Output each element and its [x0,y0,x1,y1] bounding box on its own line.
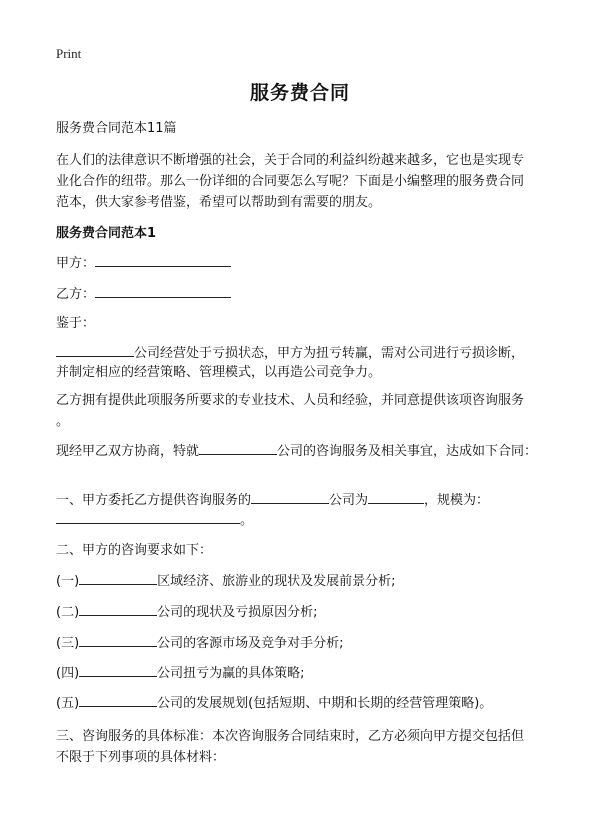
print-label[interactable]: Print [56,46,82,61]
page-title: 服务费合同 [249,82,350,104]
para3-prefix: 现经甲乙双方协商，特就 [56,444,200,459]
section-heading: 服务费合同范本1 [56,226,157,241]
list-item [56,601,556,623]
item-number: (三) [56,636,80,651]
item-blank [79,632,157,647]
clause-3-line-1: 三、咨询服务的具体标准：本次咨询服务合同结束时，乙方必须向甲方提交包括但 [56,729,525,744]
document-subtitle: 服务费合同范本11篇 [56,121,177,136]
clause1-blank-3 [56,509,240,524]
list-item [56,632,556,654]
item-blank [79,601,157,616]
clause1-blank-1 [251,489,329,504]
clause-1 [56,489,556,511]
item-blank [79,662,157,677]
clause1-suffix: ，规模为： [424,493,490,508]
party-a-label: 甲方： [56,256,96,271]
clause1-blank-2 [368,489,424,504]
item-text: 公司的现状及亏损原因分析; [157,605,318,620]
intro-line-3: 范本，供大家参考借鉴，希望可以帮助到有需要的朋友。 [56,195,382,210]
party-b-row [56,283,556,305]
para1-line-2: 并制定相应的经营策略、管理模式，以再造公司竞争力。 [56,365,382,380]
item-text: 公司的发展规划(包括短期、中期和长期的经营管理策略)。 [157,696,493,711]
party-b-label: 乙方： [56,287,96,302]
clause1-end: 。 [240,513,254,528]
item-number: (四) [56,666,80,681]
party-a-row [56,252,556,274]
clause-3-line-2: 不限于下列事项的具体材料： [56,750,226,765]
party-a-blank [95,252,231,267]
item-number: (五) [56,696,80,711]
para2-line-2: 。 [56,414,70,429]
clause1-mid: 公司为 [329,493,369,508]
item-blank [79,570,157,585]
item-text: 公司的客源市场及竞争对手分析; [157,636,344,651]
whereas-label: 鉴于： [56,316,96,331]
clause-1-cont [56,509,556,531]
clause1-prefix: 一、甲方委托乙方提供咨询服务的 [56,493,252,508]
party-b-blank [95,283,231,298]
para3-blank [199,440,277,455]
para1-text: 公司经营处于亏损状态，甲方为扭亏转赢，需对公司进行亏损诊断， [134,346,525,361]
item-number: (一) [56,574,80,589]
intro-line-1: 在人们的法律意识不断增强的社会，关于合同的利益纠纷越来越多，它也是实现专 [56,153,525,168]
item-text: 区域经济、旅游业的现状及发展前景分析; [157,574,396,589]
list-item [56,692,556,714]
para3 [56,440,556,462]
clause-2: 二、甲方的咨询要求如下： [56,543,213,558]
para1-line-1 [56,342,556,364]
list-item [56,570,556,592]
para3-suffix: 公司的咨询服务及相关事宜，达成如下合同： [277,444,538,459]
list-item [56,662,556,684]
para2-line-1: 乙方拥有提供此项服务所要求的专业技术、人员和经验，并同意提供该项咨询服务 [56,393,525,408]
item-number: (二) [56,605,80,620]
item-blank [79,692,157,707]
item-text: 公司扭亏为赢的具体策略; [157,666,305,681]
company-blank [56,342,134,357]
intro-line-2: 业化合作的纽带。那么一份详细的合同要怎么写呢？下面是小编整理的服务费合同 [56,174,525,189]
